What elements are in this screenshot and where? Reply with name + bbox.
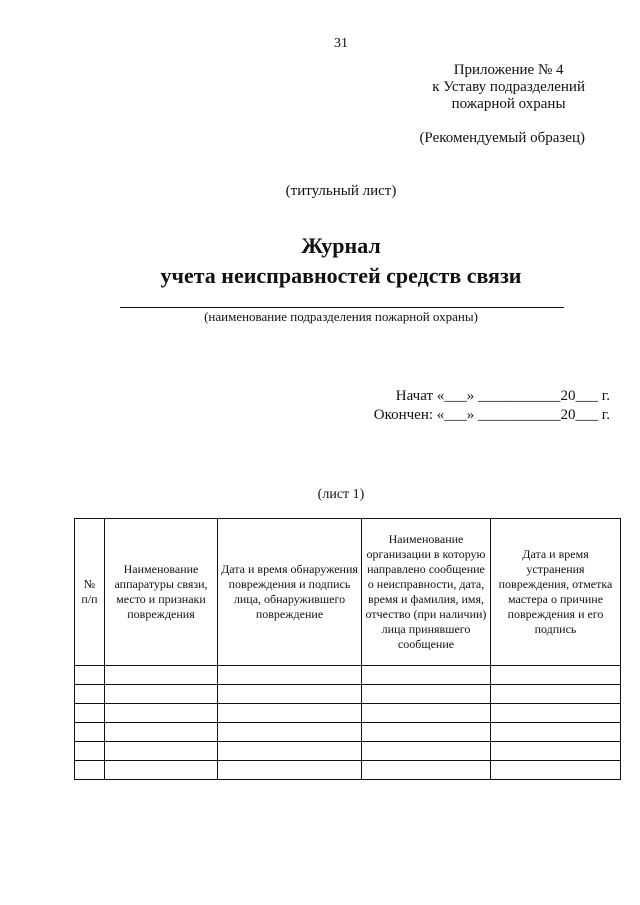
title-sheet-label: (титульный лист): [285, 183, 397, 199]
table-cell: [218, 761, 362, 780]
appendix-line-3: пожарной охраны: [451, 96, 566, 112]
appendix-header: [432, 62, 585, 113]
table-cell: [105, 704, 218, 723]
journal-table: [74, 518, 621, 780]
table-cell: [105, 685, 218, 704]
unit-name-caption: (наименование подразделения пожарной охраны): [204, 309, 478, 324]
table-cell: [75, 761, 105, 780]
table-row: [75, 685, 621, 704]
sheet-label: (лист 1): [317, 487, 365, 502]
recommended-sample-note: (Рекомендуемый образец): [419, 130, 585, 146]
table-cell: [491, 704, 621, 723]
table-cell: [491, 666, 621, 685]
column-header-organization: Наименование организации в которую направлено сообщение о неисправности, дата, время и фамилия, имя, отчество (при наличии) лица принявшего сообщение: [362, 519, 491, 666]
journal-title-line-1: Журнал: [301, 233, 381, 258]
table-row: [75, 704, 621, 723]
table-cell: [75, 685, 105, 704]
unit-name-line: [120, 307, 564, 308]
column-header-number: № п/п: [75, 519, 105, 666]
table-cell: [218, 723, 362, 742]
table-cell: [105, 723, 218, 742]
table-cell: [491, 761, 621, 780]
table-cell: [75, 723, 105, 742]
table-row: [75, 723, 621, 742]
table-cell: [105, 761, 218, 780]
appendix-line-1: Приложение № 4: [453, 62, 564, 78]
started-date-line: Начат «___» ___________20___ г.: [395, 388, 610, 404]
table-cell: [362, 685, 491, 704]
table-row: [75, 761, 621, 780]
table-cell: [491, 742, 621, 761]
table-cell: [218, 704, 362, 723]
table-cell: [75, 742, 105, 761]
table-cell: [362, 761, 491, 780]
column-header-repair: Дата и время устранения повреждения, отметка мастера о причине повреждения и его подпись: [491, 519, 621, 666]
page-number: 31: [334, 36, 348, 51]
table-header-row: [75, 519, 621, 666]
table-cell: [75, 704, 105, 723]
table-cell: [218, 742, 362, 761]
table-row: [75, 666, 621, 685]
table-cell: [105, 742, 218, 761]
table-cell: [362, 704, 491, 723]
appendix-line-2: к Уставу подразделений: [432, 79, 585, 95]
table-cell: [491, 723, 621, 742]
table-cell: [362, 666, 491, 685]
table-cell: [75, 666, 105, 685]
finished-date-line: Окончен: «___» ___________20___ г.: [373, 407, 610, 423]
table-cell: [218, 685, 362, 704]
journal-title-line-2: учета неисправностей средств связи: [160, 263, 522, 288]
table-row: [75, 742, 621, 761]
column-header-detection: Дата и время обнаружения повреждения и подпись лица, обнаружившего повреждение: [218, 519, 362, 666]
table-cell: [491, 685, 621, 704]
table-cell: [362, 723, 491, 742]
table-cell: [218, 666, 362, 685]
column-header-equipment: Наименование аппаратуры связи, место и признаки повреждения: [105, 519, 218, 666]
table-cell: [105, 666, 218, 685]
table-cell: [362, 742, 491, 761]
table-body: [75, 666, 621, 780]
